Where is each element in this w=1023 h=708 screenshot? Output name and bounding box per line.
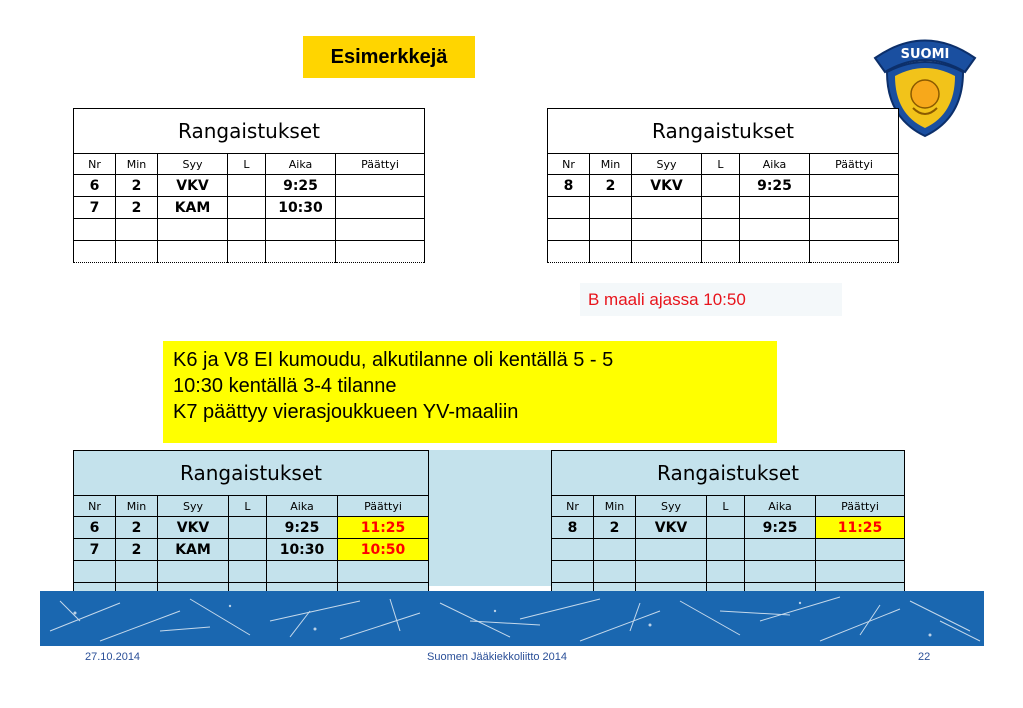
table-row [552, 561, 905, 583]
table-row [552, 517, 905, 539]
table-cell: 10:30 [266, 197, 336, 219]
ice-scratch-texture [40, 591, 984, 646]
table-cell: VKV [158, 517, 229, 539]
column-header: Min [116, 496, 158, 517]
table-cell [707, 561, 745, 583]
column-header: Nr [548, 154, 590, 175]
table-cell [548, 197, 590, 219]
table-cell [229, 539, 267, 561]
table-cell [116, 241, 158, 263]
table-cell [552, 561, 594, 583]
column-header: Min [590, 154, 632, 175]
table-row [74, 197, 425, 219]
table-cell: 10:30 [267, 539, 338, 561]
column-header: Syy [158, 154, 228, 175]
table-cell: 9:25 [745, 517, 816, 539]
table-cell: 9:25 [266, 175, 336, 197]
table-title: Rangaistukset [548, 109, 899, 154]
table-cell [594, 539, 636, 561]
explanation-line: K6 ja V8 EI kumoudu, alkutilanne oli kentällä 5 - 5 [173, 349, 614, 371]
table-cell [740, 219, 810, 241]
table-cell [636, 539, 707, 561]
explanation-line: K7 päättyy vierasjoukkueen YV-maaliin [173, 401, 519, 423]
column-header: Min [594, 496, 636, 517]
table-cell [702, 219, 740, 241]
table-cell: VKV [632, 175, 702, 197]
column-header: Päättyi [336, 154, 425, 175]
column-header: L [228, 154, 266, 175]
column-header: Nr [552, 496, 594, 517]
table-cell [228, 241, 266, 263]
footer-date: 27.10.2014 [85, 651, 141, 663]
table-cell [816, 539, 905, 561]
column-header: Nr [74, 496, 116, 517]
table-cell [267, 561, 338, 583]
table-cell: 2 [590, 175, 632, 197]
table-cell [816, 561, 905, 583]
table-cell [228, 219, 266, 241]
footer-center: Suomen Jääkiekkoliitto 2014 [427, 651, 568, 663]
table-cell [74, 561, 116, 583]
ice-banner [40, 591, 984, 646]
table-cell: 8 [548, 175, 590, 197]
table-row [74, 175, 425, 197]
table-cell [548, 219, 590, 241]
table-title: Rangaistukset [74, 451, 429, 496]
table-cell: 7 [74, 197, 116, 219]
column-header: Aika [740, 154, 810, 175]
column-header: L [702, 154, 740, 175]
table-cell [707, 517, 745, 539]
table-cell [810, 219, 899, 241]
footer-page-number: 22 [918, 651, 931, 663]
column-header: Syy [632, 154, 702, 175]
table-cell: KAM [158, 197, 228, 219]
table-row [548, 241, 899, 263]
table-cell [336, 197, 425, 219]
table-cell: 2 [116, 175, 158, 197]
table-cell [740, 197, 810, 219]
column-header: Syy [636, 496, 707, 517]
penalty-table-top-right [547, 108, 899, 263]
table-cell [810, 175, 899, 197]
table-cell: 2 [594, 517, 636, 539]
table-cell [229, 561, 267, 583]
column-header: Min [116, 154, 158, 175]
column-header: Päättyi [338, 496, 429, 517]
table-cell: 10:50 [338, 539, 429, 561]
table-cell [702, 241, 740, 263]
table-cell [632, 197, 702, 219]
table-row [74, 241, 425, 263]
penalty-table-bottom-right [551, 450, 905, 605]
table-row [74, 219, 425, 241]
column-header: Aika [267, 496, 338, 517]
column-header: L [707, 496, 745, 517]
column-header: Päättyi [816, 496, 905, 517]
table-cell: 9:25 [267, 517, 338, 539]
table-cell [266, 241, 336, 263]
table-cell [707, 539, 745, 561]
table-row [552, 539, 905, 561]
table-cell [745, 539, 816, 561]
table-cell [548, 241, 590, 263]
table-cell [336, 241, 425, 263]
table-cell [74, 219, 116, 241]
column-header: Syy [158, 496, 229, 517]
table-cell [266, 219, 336, 241]
table-cell: KAM [158, 539, 229, 561]
table-row [548, 219, 899, 241]
table-cell [228, 197, 266, 219]
table-cell [590, 219, 632, 241]
table-cell [590, 197, 632, 219]
table-cell [590, 241, 632, 263]
table-cell [810, 197, 899, 219]
table-cell: 7 [74, 539, 116, 561]
column-header: Nr [74, 154, 116, 175]
table-cell [74, 241, 116, 263]
table-cell: VKV [158, 175, 228, 197]
table-cell [745, 561, 816, 583]
table-cell [740, 241, 810, 263]
table-cell [229, 517, 267, 539]
column-header: Päättyi [810, 154, 899, 175]
table-cell [702, 175, 740, 197]
table-title: Rangaistukset [552, 451, 905, 496]
table-cell [116, 561, 158, 583]
table-cell [702, 197, 740, 219]
table-cell: 11:25 [338, 517, 429, 539]
penalty-table-bottom-left [73, 450, 429, 605]
table-row [74, 539, 429, 561]
table-cell [336, 175, 425, 197]
explanation-line: 10:30 kentällä 3-4 tilanne [173, 375, 397, 397]
table-cell [228, 175, 266, 197]
table-cell [632, 241, 702, 263]
table-cell: 11:25 [816, 517, 905, 539]
table-cell: 8 [552, 517, 594, 539]
penalty-table-top-left [73, 108, 425, 263]
table-row [74, 517, 429, 539]
column-header: L [229, 496, 267, 517]
slide-title: Esimerkkejä [303, 36, 475, 78]
divider-panel [428, 450, 551, 586]
table-cell [810, 241, 899, 263]
table-cell [158, 561, 229, 583]
svg-text:SUOMI: SUOMI [900, 47, 950, 62]
column-header: Aika [266, 154, 336, 175]
table-cell: 2 [116, 517, 158, 539]
explanation-box [163, 341, 777, 443]
table-cell [632, 219, 702, 241]
goal-note: B maali ajassa 10:50 [580, 283, 842, 316]
table-cell [158, 219, 228, 241]
table-title: Rangaistukset [74, 109, 425, 154]
table-cell [338, 561, 429, 583]
table-cell: VKV [636, 517, 707, 539]
column-header: Aika [745, 496, 816, 517]
table-row [548, 175, 899, 197]
table-row [74, 561, 429, 583]
table-cell [336, 219, 425, 241]
table-cell [636, 561, 707, 583]
table-cell [594, 561, 636, 583]
table-cell: 2 [116, 539, 158, 561]
table-cell [158, 241, 228, 263]
table-cell: 2 [116, 197, 158, 219]
table-cell [552, 539, 594, 561]
table-cell: 9:25 [740, 175, 810, 197]
table-cell [116, 219, 158, 241]
table-cell: 6 [74, 175, 116, 197]
table-cell: 6 [74, 517, 116, 539]
table-row [548, 197, 899, 219]
